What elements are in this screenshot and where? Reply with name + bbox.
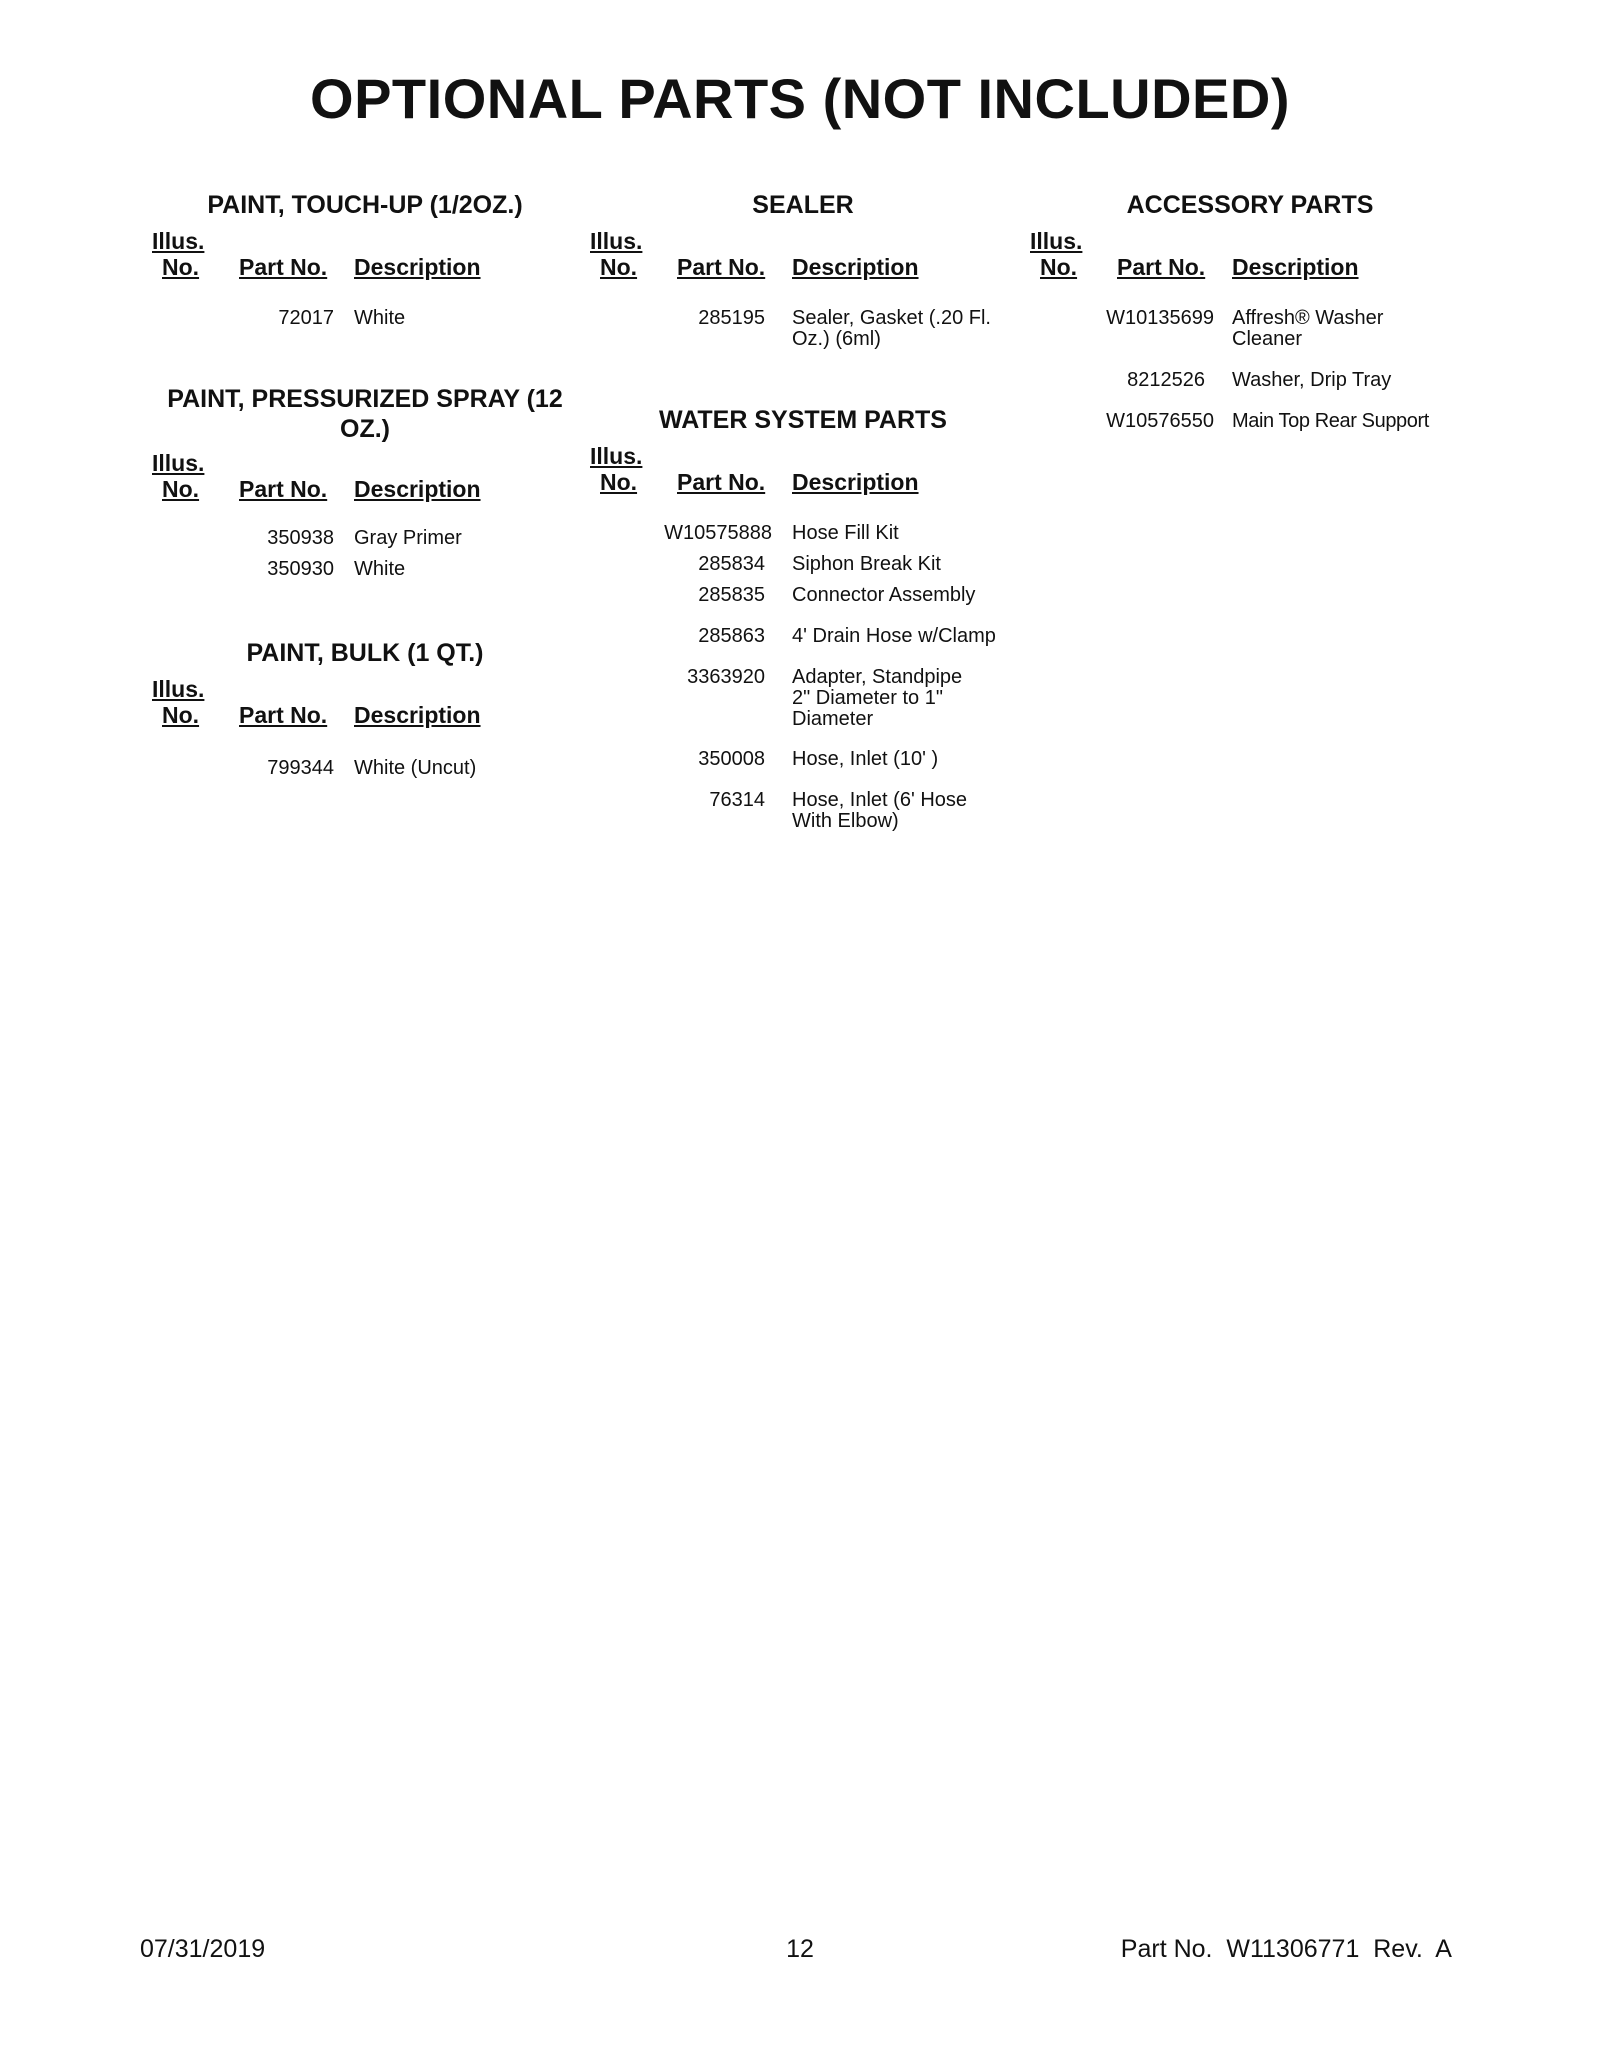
part-number: 285834 (698, 553, 765, 575)
section-paint-bulk (152, 638, 578, 779)
table-row (152, 308, 578, 329)
section-title: PAINT, PRESSURIZED SPRAY (12 OZ.) (167, 385, 563, 443)
no-header: No. (162, 254, 200, 280)
description-header: Description (354, 254, 481, 280)
table-row (590, 554, 1016, 585)
no-header: No. (600, 254, 638, 280)
part-description: Hose Fill Kit (792, 522, 899, 544)
column-headers (1030, 228, 1470, 280)
footer-part-revision: Part No. W11306771 Rev. A (1120, 1935, 1452, 1963)
description-header: Description (1232, 254, 1359, 280)
section-water-system (590, 405, 1016, 832)
parts-list (1030, 308, 1470, 432)
part-no-header: Part No. (239, 254, 328, 280)
table-row (590, 749, 1016, 790)
table-row (152, 559, 578, 580)
part-description: Adapter, Standpipe 2" Diameter to 1" Diameter (792, 666, 963, 730)
part-no-header: Part No. (677, 469, 766, 495)
part-number: 350938 (267, 527, 334, 549)
part-no-header: Part No. (239, 476, 328, 502)
part-description: Connector Assembly (792, 584, 976, 606)
part-number: 350008 (698, 748, 765, 770)
no-header: No. (1040, 254, 1078, 280)
page-title: OPTIONAL PARTS (NOT INCLUDED) (310, 67, 1290, 130)
footer-page-number: 12 (786, 1935, 814, 1963)
illus-header: Illus. (590, 228, 643, 254)
section-title: WATER SYSTEM PARTS (659, 406, 947, 434)
table-row (590, 790, 1016, 832)
part-no-header: Part No. (1117, 254, 1206, 280)
column-headers (152, 228, 578, 280)
section-paint-touchup (152, 190, 578, 329)
part-description: Main Top Rear Support (1232, 410, 1429, 432)
illus-header: Illus. (1030, 228, 1083, 254)
part-description: Hose, Inlet (6' Hose With Elbow) (792, 789, 968, 832)
table-row (590, 667, 1016, 749)
footer-date: 07/31/2019 (140, 1935, 266, 1963)
part-no-header: Part No. (239, 702, 328, 728)
section-paint-spray (152, 384, 578, 580)
table-row (590, 585, 1016, 626)
table-row (152, 528, 578, 559)
description-header: Description (354, 702, 481, 728)
section-accessory (1030, 190, 1470, 432)
part-number: W10576550 (1106, 410, 1214, 432)
part-number: W10575888 (664, 522, 772, 544)
part-description: White (354, 307, 406, 329)
table-row (1030, 411, 1470, 432)
table-row (152, 758, 578, 779)
part-description: Siphon Break Kit (792, 553, 941, 575)
illus-header: Illus. (590, 443, 643, 469)
table-row (1030, 370, 1470, 411)
part-number: 72017 (278, 307, 334, 329)
section-title: PAINT, BULK (1 QT.) (246, 639, 484, 667)
parts-list (152, 528, 578, 580)
parts-list (590, 308, 1016, 350)
part-description: White (Uncut) (354, 757, 477, 779)
description-header: Description (354, 476, 481, 502)
illus-header: Illus. (152, 228, 205, 254)
part-description: Sealer, Gasket (.20 Fl. Oz.) (6ml) (792, 307, 991, 350)
section-title: SEALER (752, 191, 854, 219)
section-title: ACCESSORY PARTS (1126, 191, 1374, 219)
part-description: 4' Drain Hose w/Clamp (792, 625, 996, 647)
column-headers (152, 676, 578, 728)
part-description: Gray Primer (354, 527, 462, 549)
part-no-header: Part No. (677, 254, 766, 280)
part-number: 285835 (698, 584, 765, 606)
part-description: Washer, Drip Tray (1232, 369, 1392, 391)
description-header: Description (792, 254, 919, 280)
part-number: 285863 (698, 625, 765, 647)
parts-list (152, 758, 578, 779)
column-headers (590, 228, 1016, 280)
part-description: White (354, 558, 406, 580)
parts-list (152, 308, 578, 329)
part-number: W10135699 (1106, 307, 1214, 329)
table-row (590, 626, 1016, 667)
section-sealer (590, 190, 1016, 350)
column-headers (152, 450, 578, 502)
part-number: 8212526 (1127, 369, 1205, 391)
table-row (590, 308, 1016, 350)
no-header: No. (162, 702, 200, 728)
part-description: Hose, Inlet (10' ) (792, 748, 939, 770)
no-header: No. (600, 469, 638, 495)
no-header: No. (162, 476, 200, 502)
parts-list (590, 523, 1016, 832)
illus-header: Illus. (152, 450, 205, 476)
table-row (1030, 308, 1470, 370)
part-number: 350930 (267, 558, 334, 580)
part-number: 76314 (709, 789, 765, 811)
part-number: 3363920 (687, 666, 765, 688)
part-description: Affresh® Washer Cleaner (1232, 307, 1384, 350)
table-row (590, 523, 1016, 554)
part-number: 799344 (267, 757, 334, 779)
part-number: 285195 (698, 307, 765, 329)
illus-header: Illus. (152, 676, 205, 702)
description-header: Description (792, 469, 919, 495)
column-headers (590, 443, 1016, 495)
section-title: PAINT, TOUCH-UP (1/2OZ.) (207, 191, 523, 219)
